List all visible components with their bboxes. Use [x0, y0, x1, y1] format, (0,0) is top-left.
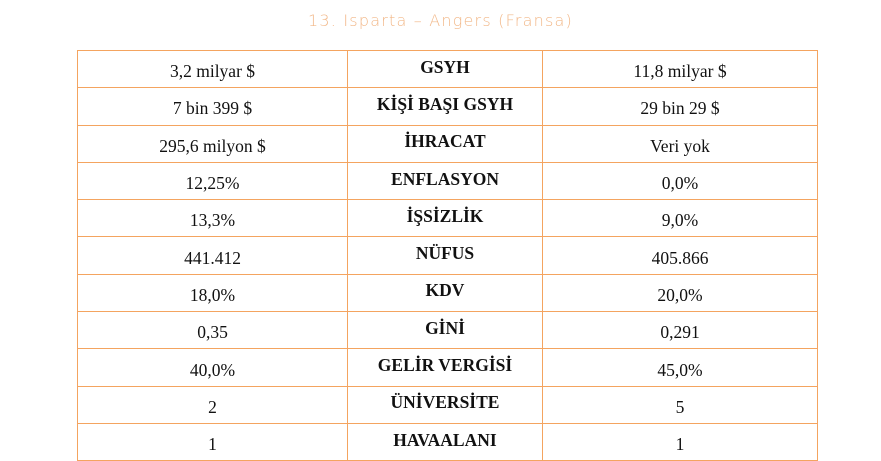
table-row [78, 274, 818, 311]
page-title: 13. Isparta – Angers (Fransa) [308, 11, 573, 30]
indicator-label: KDV [348, 274, 543, 311]
indicator-label: İHRACAT [348, 125, 543, 162]
indicator-label: HAVAALANI [348, 423, 543, 460]
table-row [78, 349, 818, 386]
indicator-label: GSYH [348, 51, 543, 88]
isparta-value: 1 [78, 423, 348, 460]
indicator-label: ENFLASYON [348, 162, 543, 199]
isparta-value: 18,0% [78, 274, 348, 311]
isparta-value: 12,25% [78, 162, 348, 199]
indicator-label: ÜNİVERSİTE [348, 386, 543, 423]
angers-value: 11,8 milyar $ [543, 51, 818, 88]
isparta-value: 2 [78, 386, 348, 423]
angers-value: 9,0% [543, 200, 818, 237]
indicator-label: KİŞİ BAŞI GSYH [348, 88, 543, 125]
table-row [78, 423, 818, 460]
table-row [78, 237, 818, 274]
indicator-label: İŞSİZLİK [348, 200, 543, 237]
angers-value: Veri yok [543, 125, 818, 162]
table-row [78, 125, 818, 162]
indicator-label: GİNİ [348, 312, 543, 349]
isparta-value: 13,3% [78, 200, 348, 237]
isparta-value: 0,35 [78, 312, 348, 349]
angers-value: 0,0% [543, 162, 818, 199]
angers-value: 405.866 [543, 237, 818, 274]
isparta-value: 7 bin 399 $ [78, 88, 348, 125]
isparta-value: 3,2 milyar $ [78, 51, 348, 88]
table-row [78, 162, 818, 199]
comparison-table [77, 50, 818, 461]
isparta-value: 40,0% [78, 349, 348, 386]
angers-value: 1 [543, 423, 818, 460]
indicator-label: NÜFUS [348, 237, 543, 274]
table-row [78, 386, 818, 423]
angers-value: 29 bin 29 $ [543, 88, 818, 125]
table-row [78, 312, 818, 349]
indicator-label: GELİR VERGİSİ [348, 349, 543, 386]
angers-value: 0,291 [543, 312, 818, 349]
isparta-value: 295,6 milyon $ [78, 125, 348, 162]
isparta-value: 441.412 [78, 237, 348, 274]
angers-value: 45,0% [543, 349, 818, 386]
table-row [78, 88, 818, 125]
table-row [78, 51, 818, 88]
angers-value: 20,0% [543, 274, 818, 311]
angers-value: 5 [543, 386, 818, 423]
table-row [78, 200, 818, 237]
